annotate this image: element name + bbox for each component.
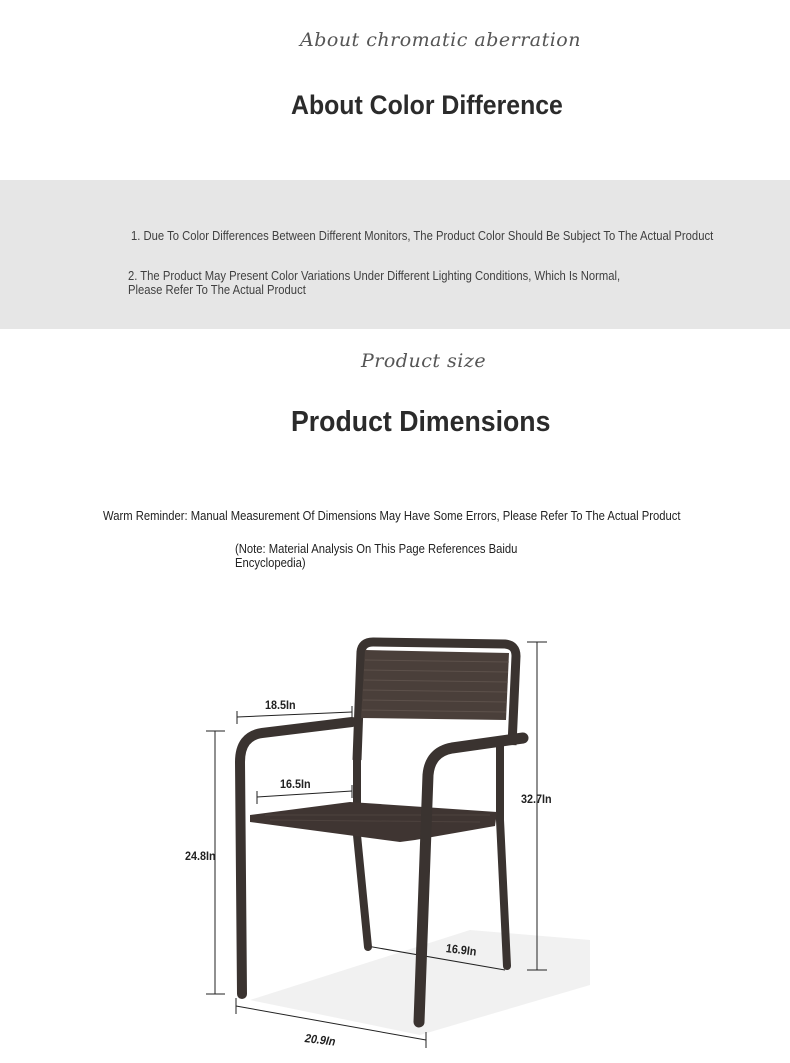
product-dimensions-heading: Product Dimensions <box>291 406 551 438</box>
dimension-arm-width: 18.5In <box>265 698 296 712</box>
color-note-1: 1. Due To Color Differences Between Different Monitors, The Product Color Should Be Subject To The Actual Product <box>131 229 714 243</box>
left-arm-leg <box>240 722 352 994</box>
color-note-2-line-1: 2. The Product May Present Color Variations Under Different Lighting Conditions, Which Is Normal, <box>128 269 621 283</box>
measurement-reminder: Warm Reminder: Manual Measurement Of Dimensions May Have Some Errors, Please Refer To The Actual Product <box>103 509 681 523</box>
chair-illustration <box>0 600 790 1063</box>
product-size-script-title: Product size <box>361 350 487 372</box>
color-difference-heading: About Color Difference <box>291 90 563 120</box>
dimension-total-height: 32.7In <box>521 792 552 806</box>
dimension-seat-width: 16.5In <box>280 777 311 791</box>
dimension-arm-height: 24.8In <box>185 849 216 863</box>
dimension-base-width: 20.9In <box>304 1031 337 1049</box>
material-note-line-2: Encyclopedia) <box>235 556 306 570</box>
chromatic-aberration-script-title: About chromatic aberration <box>300 29 581 51</box>
dimension-seat-depth: 16.9In <box>445 941 478 959</box>
color-note-2-line-2: Please Refer To The Actual Product <box>128 283 306 297</box>
color-notes-band <box>0 180 790 329</box>
material-note-line-1: (Note: Material Analysis On This Page References Baidu <box>235 542 518 556</box>
